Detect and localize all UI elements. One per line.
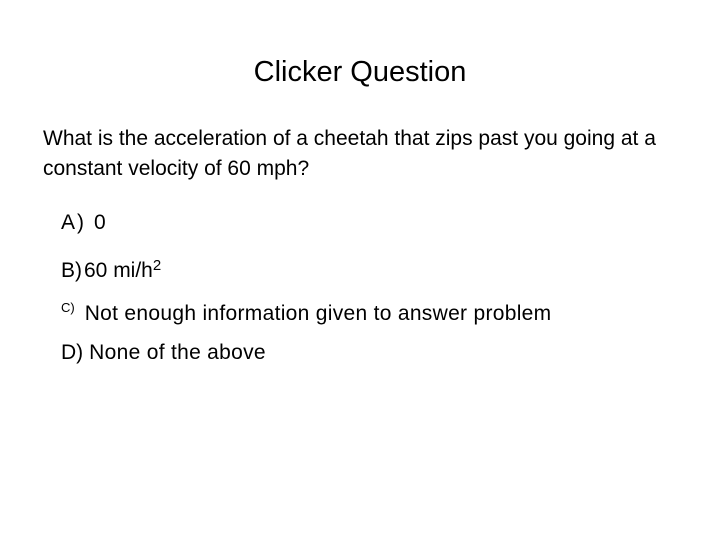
option-a-text: 0	[94, 211, 106, 234]
slide-title-text: Clicker Question	[253, 56, 467, 88]
option-d-text: None of the above	[89, 341, 266, 364]
option-d	[61, 340, 266, 366]
option-c	[61, 295, 551, 327]
option-c-text: Not enough information given to answer problem	[84, 302, 552, 325]
option-a-letter: A)	[61, 211, 86, 234]
option-d-letter: D)	[61, 341, 84, 364]
option-b-letter: B)	[61, 259, 82, 282]
question-text: What is the acceleration of a cheetah that zips past you going at a constant velocity of 60 mph?	[43, 127, 656, 180]
option-c-letter: C)	[61, 300, 75, 315]
option-b	[61, 253, 161, 284]
option-b-text: 60 mi/h	[84, 259, 153, 282]
slide-title	[0, 55, 720, 89]
option-a	[61, 210, 106, 236]
option-b-superscript: 2	[152, 257, 162, 274]
